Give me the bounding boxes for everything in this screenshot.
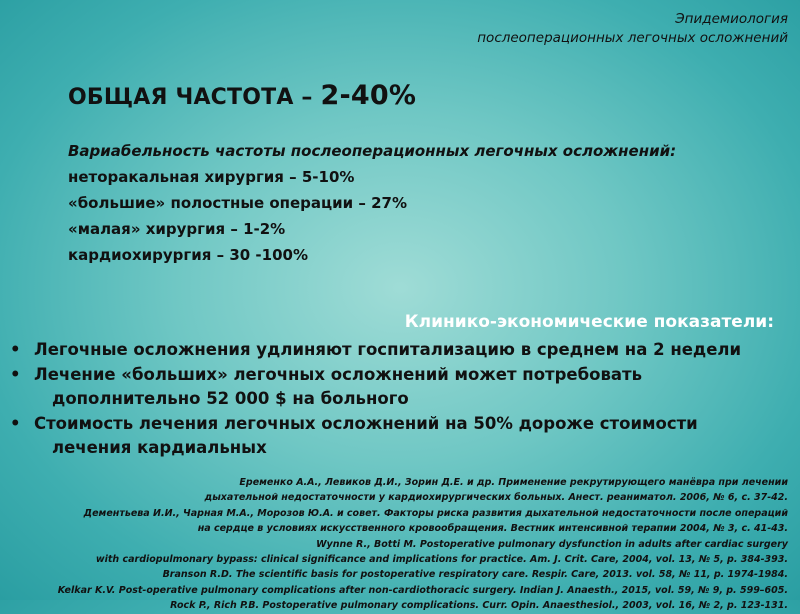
reference-line: на сердце в условиях искусственного кровообращения. Вестник интенсивной терапии 2004, № 3, с. 41-43. xyxy=(197,523,788,535)
reference-line: Дементьева И.И., Чарная М.А., Морозов Ю.А. и совет. Факторы риска развития дыхательной недостаточности после операций xyxy=(83,507,788,519)
variability-item: «малая» хирургия – 1-2% xyxy=(68,220,286,238)
econ-heading: Клинико-экономические показатели: xyxy=(404,312,774,332)
variability-item: неторакальная хирургия – 5-10% xyxy=(68,168,355,186)
econ-bullet-list xyxy=(8,338,788,461)
variability-item: «большие» полостные операции – 27% xyxy=(68,194,408,212)
bullet-text: Легочные осложнения удлиняют госпитализацию в среднем на 2 недели xyxy=(34,340,742,359)
bullet-item xyxy=(8,363,788,412)
bullet-item xyxy=(8,412,788,461)
slide-title xyxy=(68,80,416,111)
variability-heading: Вариабельность частоты послеоперационных легочных осложнений: xyxy=(68,142,677,160)
reference-line: Branson R.D. The scientific basis for postoperative respiratory care. Respir. Care, 2013. vol. 58, № 11, p. 1974-1984. xyxy=(162,569,788,581)
title-text: ОБЩАЯ ЧАСТОТА – xyxy=(68,85,321,110)
reference-line: Wynne R., Botti M. Postoperative pulmonary dysfunction in adults after cardiac surgery xyxy=(316,538,788,550)
bullet-text: Стоимость лечения легочных осложнений на 50% дороже стоимости xyxy=(34,413,698,433)
references xyxy=(8,475,788,614)
bullet-text-continued: лечения кардиальных xyxy=(52,438,267,457)
slide-header xyxy=(477,10,788,48)
bullet-text-continued: дополнительно 52 000 $ на больного xyxy=(52,389,409,408)
reference-line: Еременко А.А., Левиков Д.И., Зорин Д.Е. и др. Применение рекрутирующего манёвра при лечении xyxy=(239,477,788,488)
bullet-text: Лечение «больших» легочных осложнений может потребовать xyxy=(34,364,643,384)
variability-block xyxy=(68,138,676,268)
reference-line: дыхательной недостаточности у кардиохирургических больных. Анест. реаниматол. 2006, № 6, с. 37-42. xyxy=(204,492,788,504)
header-line-1: Эпидемиология xyxy=(675,11,788,27)
variability-item: кардиохирургия – 30 -100% xyxy=(68,246,308,264)
reference-line: Kelkar K.V. Post-operative pulmonary complications after non-cardiothoracic surgery. Indian J. Anaesth., 2015, vol. 59, № 9, p. 599–605. xyxy=(57,584,788,596)
title-percent: 2-40% xyxy=(320,80,417,111)
reference-line: with cardiopulmonary bypass: clinical significance and implications for practice. Am. J. Crit. Care, 2004, vol. 13, № 5, p. 384-393. xyxy=(95,554,788,566)
bullet-item xyxy=(8,338,788,363)
header-line-2: послеоперационных легочных осложнений xyxy=(477,30,788,46)
reference-line: Rock P., Rich P.B. Postoperative pulmonary complications. Curr. Opin. Anaesthesiol., 2003, vol. 16, № 2, p. 123-131. xyxy=(170,600,788,612)
